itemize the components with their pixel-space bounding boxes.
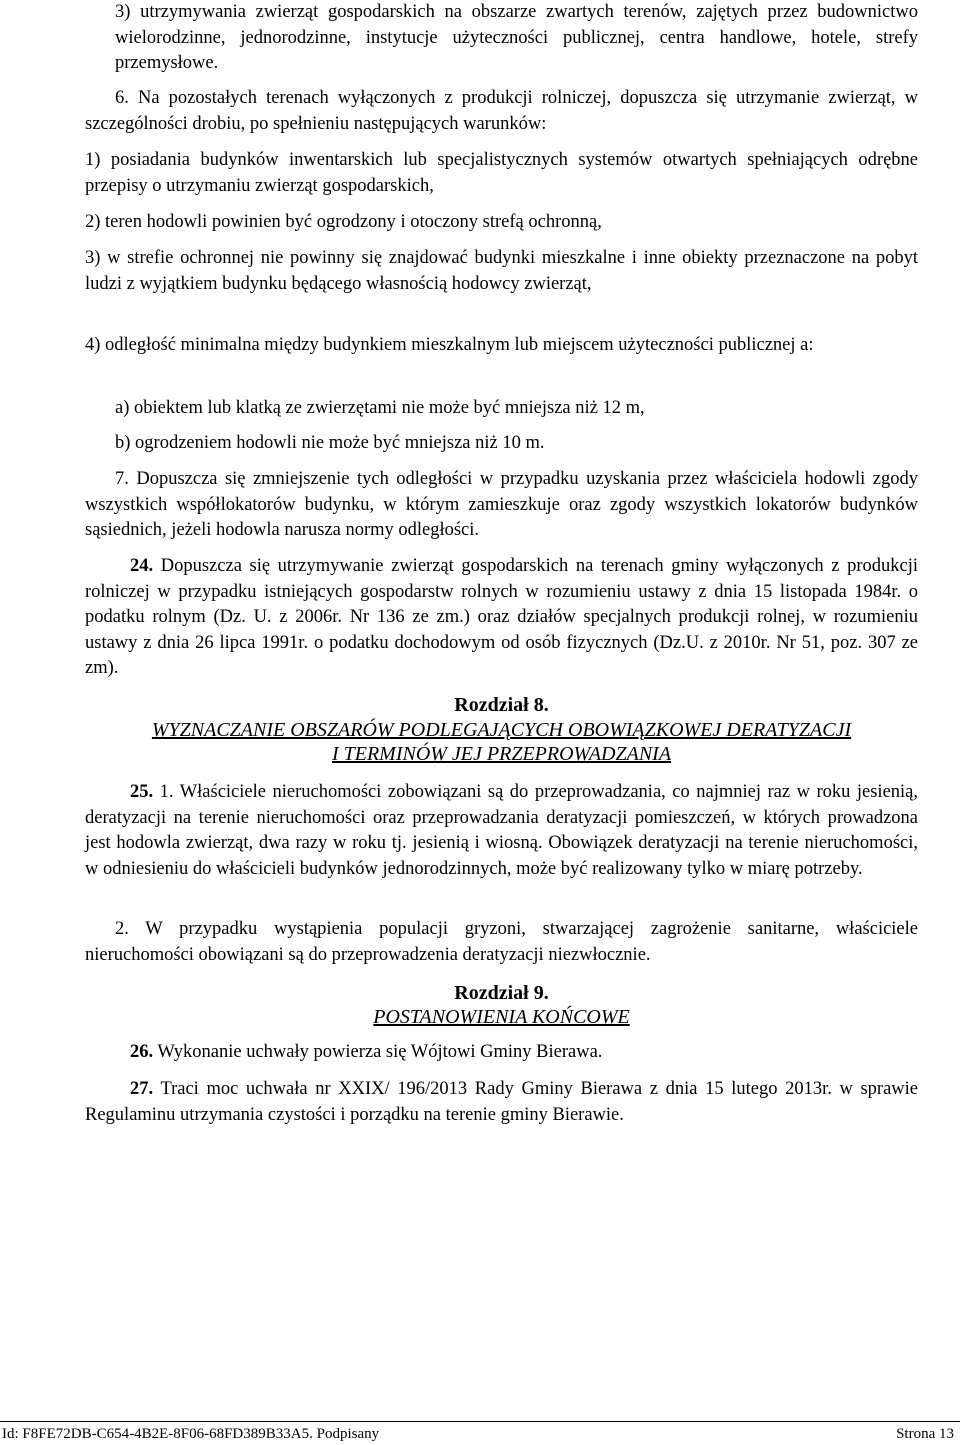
section-27-text: Traci moc uchwała nr XXIX/ 196/2013 Rady Gminy Bierawa z dnia 15 lutego 2013r. w sprawie Regulaminu utrzymania czystości i porządku na terenie gminy Bierawie. <box>85 1079 919 1125</box>
section-24 <box>85 554 918 682</box>
section-26-number: 26. <box>130 1042 154 1062</box>
condition-4b: b) ogrodzeniem hodowli nie może być mniejsza niż 10 m. <box>115 433 545 453</box>
condition-4: 4) odległość minimalna między budynkiem mieszkalnym lub miejscem użyteczności publicznej a: <box>85 335 814 355</box>
section-26-text: Wykonanie uchwały powierza się Wójtowi Gminy Bierawa. <box>157 1042 603 1062</box>
section-25-point-1-text: 1. Właściciele nieruchomości zobowiązani są do przeprowadzania, co najmniej raz w roku jesienią, deratyzacji na terenie nieruchomości oraz przeprowadzania deratyzacji pomieszczeń, w których prowadzona jest hodowla zwierząt, dwa razy w roku tj. jesienią i wiosną. Obowiązek deratyzacji na terenie nieruchomości, w odniesieniu do właścicieli budynków jednorodzinnych, może być realizowany tylko w miarę potrzeby. <box>85 782 919 879</box>
page-footer <box>0 1421 960 1445</box>
chapter-8-label: Rozdział 8. <box>454 694 549 716</box>
chapter-9-label: Rozdział 9. <box>454 982 549 1004</box>
paragraph-7: 7. Dopuszcza się zmniejszenie tych odległości w przypadku uzyskania przez właściciela hodowli zgody wszystkich współlokatorów budynku, w którym zamieszkuje oraz zgody wszystkich lokatorów budynków sąsiednich, jeżeli hodowla narusza normy odległości. <box>85 469 918 540</box>
section-26 <box>85 1040 918 1066</box>
section-25-point-1 <box>85 780 918 882</box>
section-25-point-2: 2. W przypadku wystąpienia populacji gryzoni, stwarzającej zagrożenie sanitarne, właściciele nieruchomości obowiązani są do przeprowadzenia deratyzacji niezwłocznie. <box>85 919 918 965</box>
condition-1: 1) posiadania budynków inwentarskich lub specjalistycznych systemów otwartych spełniających odrębne przepisy o utrzymaniu zwierząt gospodarskich, <box>85 150 918 196</box>
document-id: Id: F8FE72DB-C654-4B2E-8F06-68FD389B33A5. Podpisany <box>2 1426 380 1442</box>
section-25-number: 25. <box>130 782 154 802</box>
condition-2: 2) teren hodowli powinien być ogrodzony i otoczony strefą ochronną, <box>85 212 602 232</box>
chapter-8-title-line-1: WYZNACZANIE OBSZARÓW PODLEGAJĄCYCH OBOWIĄZKOWEJ DERATYZACJI <box>151 719 852 741</box>
page-number: Strona 13 <box>896 1426 954 1442</box>
section-27-number: 27. <box>130 1079 154 1099</box>
section-24-text: Dopuszcza się utrzymywanie zwierząt gospodarskich na terenach gminy wyłączonych z produkcji rolniczej w przypadku istniejących gospodarstw rolnych w rozumieniu ustawy z dnia 15 listopada 1984r. o podatku rolnym (Dz. U. z 2006r. Nr 136 ze zm.) oraz działów specjalnych produkcji rolnej, w rozumieniu ustawy z dnia 26 lipca 1991r. o podatku dochodowym od osób fizycznych (Dz.U. z 2010r. Nr 51, poz. 307 ze zm). <box>85 556 919 678</box>
condition-4a: a) obiektem lub klatką ze zwierzętami nie może być mniejsza niż 12 m, <box>115 398 645 418</box>
chapter-9-title: POSTANOWIENIA KOŃCOWE <box>373 1006 630 1028</box>
chapter-8-title-line-2: I TERMINÓW JEJ PRZEPROWADZANIA <box>331 743 672 765</box>
section-27 <box>85 1077 918 1128</box>
condition-3: 3) w strefie ochronnej nie powinny się znajdować budynki mieszkalne i inne obiekty przeznaczone na pobyt ludzi z wyjątkiem budynku będącego własnością hodowcy zwierząt, <box>85 248 918 294</box>
item-3-text: 3) utrzymywania zwierząt gospodarskich na obszarze zwartych terenów, zajętych przez budownictwo wielorodzinne, jednorodzinne, instytucje użyteczności publicznej, centra handlowe, hotele, strefy przemysłowe. <box>115 2 918 73</box>
paragraph-6: 6. Na pozostałych terenach wyłączonych z produkcji rolniczej, dopuszcza się utrzymanie zwierząt, w szczególności drobiu, po spełnieniu następujących warunków: <box>85 88 918 134</box>
section-24-number: 24. <box>130 556 154 576</box>
